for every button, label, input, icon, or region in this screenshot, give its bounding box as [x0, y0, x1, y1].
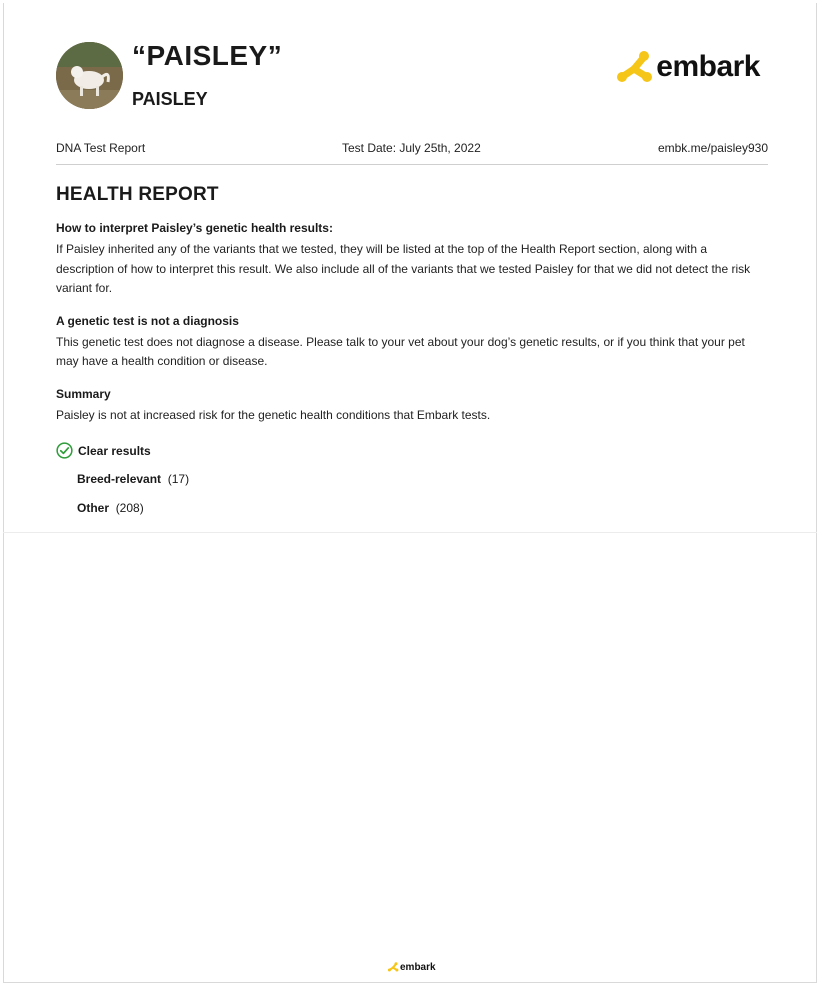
footer-embark-logo [387, 961, 436, 973]
clear-results-label: Clear results [78, 443, 151, 458]
diagnosis-text: This genetic test does not diagnose a disease. Please talk to your vet about your dog’s genetic results, or if you think that your pet may have a health condition or disease. [56, 334, 745, 368]
dog-photo-image [56, 42, 123, 109]
category-label: Other [77, 501, 110, 515]
dog-avatar [56, 42, 123, 109]
diagnosis-heading: A genetic test is not a diagnosis [56, 313, 239, 328]
category-count: (17) [167, 472, 190, 486]
embark-logo [614, 45, 760, 89]
health-report-section [56, 184, 768, 515]
dog-registered-name: PAISLEY [132, 89, 208, 109]
check-circle-icon [56, 442, 73, 459]
category-label: Breed-relevant [77, 472, 162, 486]
report-type: DNA Test Report [56, 141, 146, 155]
clear-results-row [56, 442, 768, 459]
section-title: HEALTH REPORT [56, 184, 219, 205]
embark-logo-text: embark [656, 50, 760, 83]
short-link[interactable]: embk.me/paisley930 [657, 141, 768, 155]
footer-logo-text: embark [400, 961, 436, 973]
embark-logo-icon [614, 47, 654, 87]
interpret-heading: How to interpret Paisley’s genetic health results: [56, 221, 333, 235]
embark-logo-icon [387, 961, 399, 973]
test-date: Test Date: July 25th, 2022 [342, 141, 481, 155]
summary-text: Paisley is not at increased risk for the genetic health conditions that Embark tests. [56, 407, 491, 422]
interpret-text: If Paisley inherited any of the variants that we tested, they will be listed at the top of the Health Report section, along with a description of how to interpret this result. We also include all of the variants that we tested Paisley for that we did not detect the risk variant for. [56, 242, 751, 295]
header-divider [56, 164, 768, 165]
category-other[interactable] [77, 501, 768, 515]
dog-call-name: “PAISLEY” [132, 40, 283, 71]
summary-heading: Summary [56, 386, 111, 401]
category-breed-relevant[interactable] [77, 472, 768, 486]
category-count: (208) [115, 501, 144, 515]
page-fold-line [3, 532, 817, 533]
report-header [56, 42, 768, 112]
